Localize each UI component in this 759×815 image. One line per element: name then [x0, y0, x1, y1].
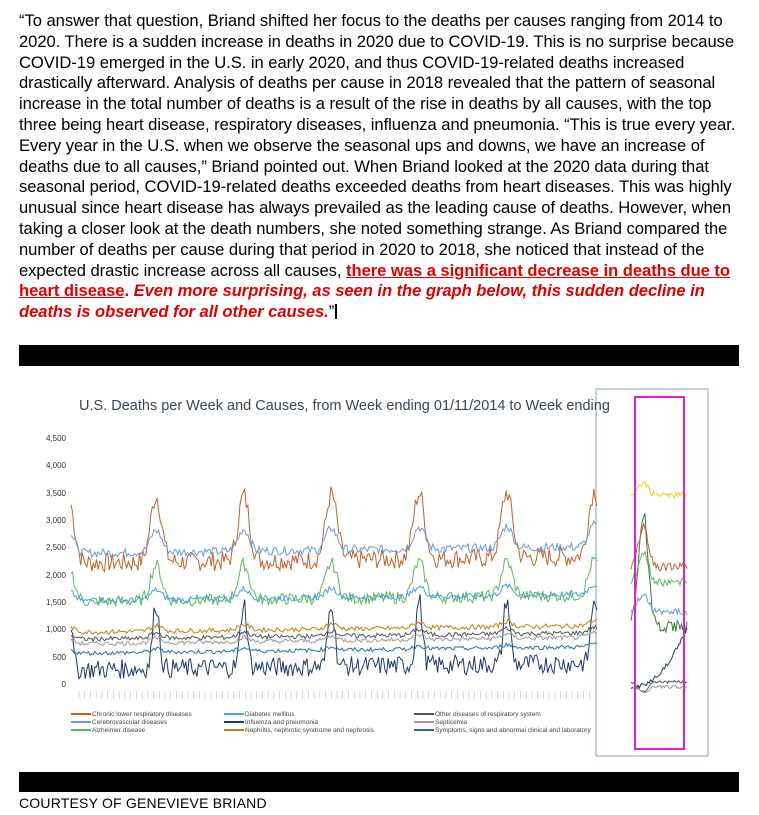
y-tick-label: 4,000 — [45, 461, 66, 471]
y-tick-label: 4,500 — [45, 434, 66, 443]
y-tick-label: 1,500 — [45, 598, 66, 607]
legend-label: Septicemia — [435, 719, 468, 726]
legend-item — [71, 727, 145, 734]
legend-swatch — [224, 729, 244, 731]
closing-quote: ” — [328, 302, 335, 322]
legend-item — [414, 727, 591, 734]
legend-label: Cerebrovascular diseases — [92, 719, 168, 726]
photo-credit: COURTESY OF GENEVIEVE BRIAND — [19, 795, 267, 811]
legend-swatch — [71, 729, 91, 731]
legend-swatch — [414, 729, 434, 731]
legend-label: Alzheimer disease — [92, 727, 146, 734]
y-tick-label: 3,000 — [45, 516, 66, 525]
legend-item — [224, 727, 374, 734]
legend-item — [224, 719, 318, 726]
legend-swatch — [414, 721, 434, 723]
legend-item — [71, 719, 167, 726]
legend-swatch — [224, 713, 244, 715]
highlight-heart-disease: there was a significant decrease in deaths due to heart disease — [19, 260, 730, 301]
series-line-septicemia — [71, 631, 597, 646]
redaction-bar-bottom — [19, 772, 739, 792]
y-tick-label: 2,500 — [45, 543, 66, 553]
legend-swatch — [71, 713, 91, 715]
y-tick-label: 500 — [52, 652, 66, 662]
chart-svg — [19, 367, 739, 769]
chart-title: U.S. Deaths per Week and Causes, from Week ending 01/11/2014 to Week ending — [79, 398, 610, 414]
legend-label: Chronic lower respiratory diseases — [92, 711, 192, 718]
redaction-bar-top — [19, 345, 739, 366]
legend-label: Nephritis, nephrotic syndrome and nephrosis — [245, 727, 374, 734]
legend-label: Other diseases of respiratory system — [435, 711, 541, 718]
text-cursor — [335, 304, 337, 319]
series-line-influenza — [71, 594, 597, 678]
highlight-period: . — [124, 281, 134, 301]
legend-label: Symptoms, signs and abnormal clinical and laboratory — [435, 727, 591, 734]
legend-label: Diabetes mellitus — [245, 711, 295, 718]
highlight-all-causes: Even more surprising, as seen in the graph below, this sudden decline in deaths is observed for all other causes. — [19, 281, 705, 322]
y-tick-label: 1,000 — [45, 625, 66, 635]
legend-swatch — [224, 721, 244, 723]
y-tick-label: 3,500 — [45, 488, 66, 498]
series-line-alzheimer — [71, 557, 597, 606]
y-tick-label: 2,000 — [45, 570, 66, 580]
legend-item — [414, 719, 467, 726]
legend-item — [71, 711, 192, 718]
legend-label: Influenza and pneumonia — [245, 719, 319, 726]
chart-image — [19, 367, 739, 769]
quote-paragraph — [19, 11, 741, 323]
y-tick-label: 0 — [61, 680, 66, 689]
legend-swatch — [71, 721, 91, 723]
quote-body: “To answer that question, Briand shifted her focus to the deaths per causes ranging from 2014 to 2020. There is a sudden increase in deaths in 2020 due to COVID-19. This is no surprise because COVID-19 emerged in the U.S. in early 2020, and thus COVID-19-related deaths increased drastically afterward. Analysis of deaths per cause in 2018 revealed that the pattern of seasonal increase in the total number of deaths is a result of the rise in deaths by all causes, with the top three being heart disease, respiratory diseases, influenza and pneumonia. “This is true every year. Every year in the U.S. when we observe the seasonal ups and downs, we have an increase of deaths due to all causes,” Briand pointed out. When Briand looked at the 2020 data during that seasonal period, COVID-19-related deaths exceeded deaths from heart diseases. This was highly unusual since heart disease has always prevailed as the leading cause of deaths. However, when taking a closer look at the death numbers, she noted something strange. As Briand compared the number of deaths per cause during that period in 2020 to 2018, she noticed that instead of the expected drastic increase across all causes, — [19, 11, 736, 280]
inset-panel-frame — [596, 389, 708, 756]
legend-swatch — [414, 713, 434, 715]
legend-item — [224, 711, 295, 718]
legend-item — [414, 711, 541, 718]
